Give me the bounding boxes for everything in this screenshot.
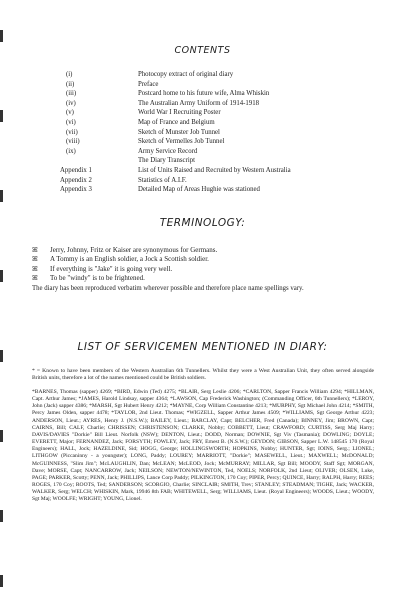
- contents-item: [60, 176, 390, 186]
- terminology-heading: TERMINOLOGY:: [159, 217, 246, 229]
- contents-item-number: (ii): [66, 80, 75, 88]
- contents-item: [60, 137, 390, 147]
- contents-item-title: Photocopy extract of original diary: [138, 71, 234, 78]
- contents-item: [60, 80, 390, 90]
- contents-item: [60, 128, 390, 138]
- contents-heading: CONTENTS: [174, 45, 231, 56]
- ornament-bullet-icon: ꕤ: [32, 246, 38, 254]
- contents-item: [60, 108, 390, 118]
- contents-item-number: (vi): [66, 118, 76, 126]
- contents-list: [60, 70, 390, 195]
- contents-item-number: (ix): [66, 147, 76, 155]
- contents-item-title: List of Units Raised and Recruited by Western Australia: [138, 166, 291, 174]
- contents-item-title: The Diary Transcript: [138, 157, 196, 165]
- terminology-item: [32, 246, 372, 255]
- servicemen-heading: LIST OF SERVICEMEN MENTIONED IN DIARY:: [77, 341, 328, 353]
- contents-item-title: Detailed Map of Areas Hughie was stationed: [138, 186, 260, 194]
- contents-item-number: Appendix 1: [60, 166, 92, 174]
- contents-item-number: Appendix 2: [60, 176, 92, 184]
- terminology-item: [32, 255, 372, 264]
- contents-item: [60, 89, 390, 99]
- contents-item-title: The Australian Army Uniform of 1914-1918: [138, 99, 260, 107]
- contents-item-title: Sketch of Munster Job Tunnel: [138, 128, 220, 136]
- contents-item: [60, 185, 390, 195]
- contents-item-number: (iv): [66, 99, 76, 107]
- ornament-bullet-icon: ꕤ: [32, 255, 38, 264]
- contents-item-number: (viii): [66, 138, 80, 146]
- terminology-list: [32, 246, 372, 284]
- contents-item-title: World War I Recruiting Poster: [138, 109, 221, 117]
- contents-item-number: Appendix 3: [60, 186, 92, 194]
- contents-item: [60, 166, 390, 176]
- contents-item-title: Postcard home to his future wife, Alma Whiskin: [138, 90, 270, 98]
- contents-item-title: Map of France and Belgium: [138, 118, 215, 126]
- binder-hole-marks: [0, 0, 4, 599]
- contents-item-number: (vii): [66, 128, 78, 136]
- contents-item: [60, 99, 390, 109]
- contents-item: [60, 147, 390, 157]
- terminology-item: [32, 265, 372, 274]
- contents-item-number: (i): [66, 71, 73, 78]
- contents-item-title: Sketch of Vermelles Job Tunnel: [138, 138, 225, 146]
- contents-item-number: (v): [66, 109, 74, 117]
- servicemen-footnote: * = Known to have been members of the Western Australian 6th Tunnellers. Whilst they were a West Australian Unit, they often served alongside British units, therefore a lot of the names mentioned could be British soldiers.: [32, 368, 374, 382]
- terminology-item-text: If everything is "Jake" it is going very well.: [50, 264, 173, 273]
- terminology-item-text: A Tommy is an English soldier, a Jock a Scottish soldier.: [50, 255, 209, 264]
- contents-item-title: Preface: [138, 80, 159, 88]
- ornament-bullet-icon: ꕤ: [32, 264, 38, 273]
- terminology-item-text: To be "windy" is to be frightened.: [50, 274, 145, 283]
- contents-item-number: (iii): [66, 90, 77, 98]
- contents-item-title: Army Service Record: [138, 147, 198, 155]
- terminology-item-text: Jerry, Johnny, Fritz or Kaiser are synonymous for Germans.: [50, 246, 218, 254]
- ornament-bullet-icon: ꕤ: [32, 274, 38, 283]
- servicemen-names: *BARNES, Thomas (sapper) 4269; *BIRD, Edwin (Ted) 4275; *BLAIR, Serg Leslie 4206; *CARLTON, Sapper Francis William 4294; *HILLMAN, Capt. Arthur James; *JAMES, Harold Lindsay, sapper 4364; *LAWSON, Cap Frederick Washington; (Commanding Officer, 6th Tunnellers); *LEROY, John (Jack) sapper 4386; *MARSH, Sgt Hubert Henry 4212; *MAYNE, Corp William Constantine 4213; *MURPHY, Sgt Michael John 4214; *SMITH, Percy James Olden, sapper 4478; *TAYLOR, 2nd Lieut. Thomas; *WIGZELL, Sapper Arthur James 4509; *WILLIAMS, Sgt George Arthur 4223; ANDERSON, Lieut.; AYRES, Henry J. (N.S.W.); BAILEY, Lieut.; BARCLAY, Capt; BELCHER, Fred (Canada); BINNEY, Jim; BROWN, Capt; CAIRNS, Bill; CALF, Charlie; CHRISSEN; CHRISTENSON; CLARKE, Nobby; COBBETT, Lieut; CRAWFORD; CURTISS, Serg Maj Harry; DAVIS/DAVIES "Dorkie" Bill Lieut. Norfolk (NSW); DENTON, Lieut.; DODD, Norman; DOWNIE, Sgt Viv (Tasmania); DOWLING; DOYLE; EVERETT, Major; FERNANDEZ, Jack; FORSYTH; FOWLEY, Jack; FRY, Ernest B. (N.S.W.); GEYDON; GIBSON, Sapper L.W. 148545 170 (Royal Engineers); HALL, Jock; HAZELDINE, Sid; HOGG, George; HOLLINGSWORTH; HOPKINS, Nobby; HUNTER, Sgt; IOINS, Serg.; LIONEL; LITHGOW (Piccaninny - a youngster); LONG, Paddy; LOUREY; MARRIOTT, "Dorkie"; MASEWELL, Lieut.; MAXWELL; McDONALD; McGUINNESS, "Slim Jim"; McLAUGHLIN, Dan; McLEAN; McLEOD, Jock; McMURRAY; MILLAR, Sgt Bill; MOODY, Staff Sgt; MORGAN, Dave; MORSE, Capt; NANCARROW, Jack; NEILSON; NEWTON/NEWINTON, Ted, NOELS; NORFOLK, 2nd Lieut; OLIVER; OLSEN, Luke, PAGE; PARKER, Scotty; PENN, Jack; PHILLIPS, Lance Corp Paddy; PILKINGTON, 170 Coy; PIPER, Percy; QUINCE, Harry; RALPH, Harry; REES; ROGES, 170 Coy; ROOTS, Ted; SANDERSON; SCORGIO, Charlie; SINCLAIR; SMITH, Trev; STANLEY; STEADMAN; TIGHE, Jack; WACKER, WALKER, Serg; WELCH; WHISKIN, Mark, 19946 8th FAB; WHITEWELL, Serg; WILLIAMS, Lieut. (Royal Engineers); WOODS, Lieut.; WOODY, Sgt Maj; WOOLFE; WRIGHT; YOUNG, Lionel.: [32, 389, 374, 503]
- terminology-item: [32, 274, 372, 283]
- contents-item: [60, 118, 390, 128]
- terminology-note: The diary has been reproduced verbatim wherever possible and therefore place name spellings vary.: [32, 285, 304, 292]
- contents-item: [60, 70, 390, 80]
- contents-item-title: Statistics of A.I.F.: [138, 176, 187, 184]
- contents-item: [60, 156, 390, 166]
